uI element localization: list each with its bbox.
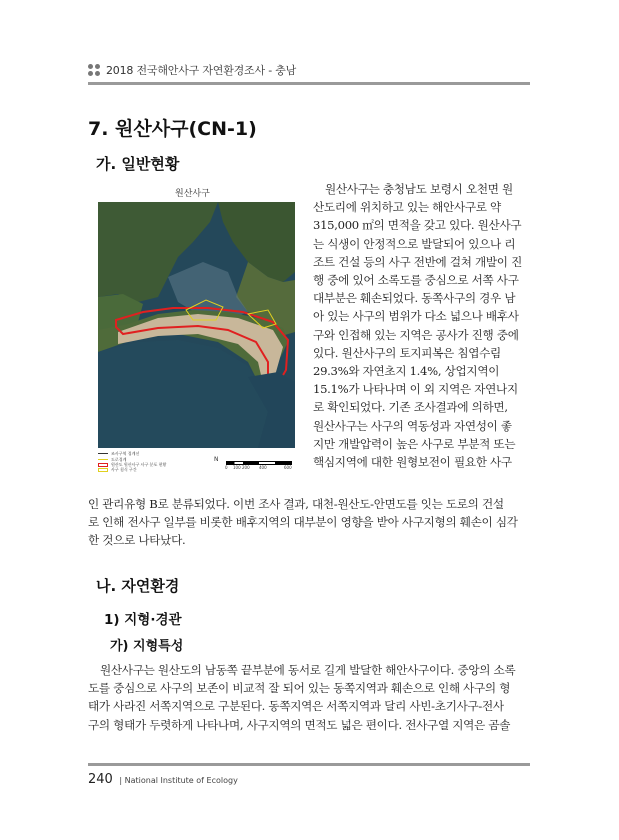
subsection-title-landform: 1) 지형·경관 (104, 612, 182, 628)
body-paragraph-landform: 원산사구는 원산도의 남동쪽 끝부분에 동서로 길게 발달한 해안사구이다. 중앙의 소록 도를 중심으로 사구의 보존이 비교적 잘 되어 있는 동쪽지역과 훼손으로 인해 사구의 형 태가 사라진 서쪽지역으로 구분된다. 동쪽지역은 서쪽지역과 달리 사빈-초기사구-전사 구의 형태가 두렷하게 나타나며, 사구지역의 면적도 넓은 편이다. 전사구열 지역은 곰솔 (88, 663, 516, 732)
legend-item: 도로경계 (98, 457, 126, 462)
header-rule (88, 82, 530, 85)
footer-rule (88, 763, 530, 766)
subsection-title-general: 가. 일반현황 (96, 155, 180, 173)
legend-swatch (98, 453, 108, 454)
running-header (88, 62, 296, 78)
north-arrow-icon: N (214, 456, 219, 463)
legend-item: 조사구역 경계선 (98, 451, 139, 456)
legend-item: 원산도 원산사구 사구 분포 현황 (98, 462, 166, 467)
footer-separator: | (119, 776, 123, 785)
map-scale-bar: N 0 100 200 400 600 (214, 456, 292, 470)
section-title: 7. 원산사구(CN-1) (88, 118, 257, 140)
subsection-title-environment: 나. 자연환경 (96, 577, 180, 595)
legend-swatch (98, 459, 108, 460)
aerial-map-image (98, 202, 295, 448)
body-paragraph-overview-continued: 인 관리유형 B로 분류되었다. 이번 조사 결과, 대천-원산도-안면도를 잇는 도로의 건설 로 인해 전사구 일부를 비롯한 배후지역의 대부분이 영향을 받아 사구지형의 훼손이 심각 한 것으로 나타났다. (88, 497, 518, 548)
legend-swatch (98, 468, 108, 472)
page-footer (88, 772, 238, 787)
footer-org: National Institute of Ecology (124, 776, 238, 785)
page-number: 240 (88, 772, 113, 787)
body-paragraph-overview: 원산사구는 충청남도 보령시 오천면 원 산도리에 위치하고 있는 해안사구로 약 315,000 ㎡의 면적을 갖고 있다. 원산사구 는 식생이 안정적으로 발달되어 있으나 리 조트 건설 등의 사구 전반에 걸쳐 개발이 진 행 중에 있어 소록도를 중심으로 서쪽 사구 대부분은 훼손되었다. 동쪽사구의 경우 남 아 있는 사구의 범위가 다소 넓으나 배후사 구와 인접해 있는 지역은 공사가 진행 중에 있다. 원산사구의 토지피복은 침엽수림 29.3%와 자연초지 1.4%, 상업지역이 15.1%가 나타나며 이 외 지역은 자연나지 로 확인되었다. 기존 조사결과에 의하면, 원산사구는 사구의 역동성과 자연성이 좋 지만 개발압력이 높은 사구로 부분적 또는 핵심지역에 대한 원형보전이 필요한 사구 (313, 182, 522, 470)
subsection-title-landform-features: 가) 지형특성 (110, 639, 184, 654)
header-text: 2018 전국해안사구 자연환경조사 - 충남 (106, 64, 297, 77)
legend-item: 사구 침식 구간 (98, 467, 137, 472)
figure-title: 원산사구 (175, 189, 210, 199)
legend-swatch (98, 463, 108, 467)
bullet-dots-icon (88, 64, 100, 76)
